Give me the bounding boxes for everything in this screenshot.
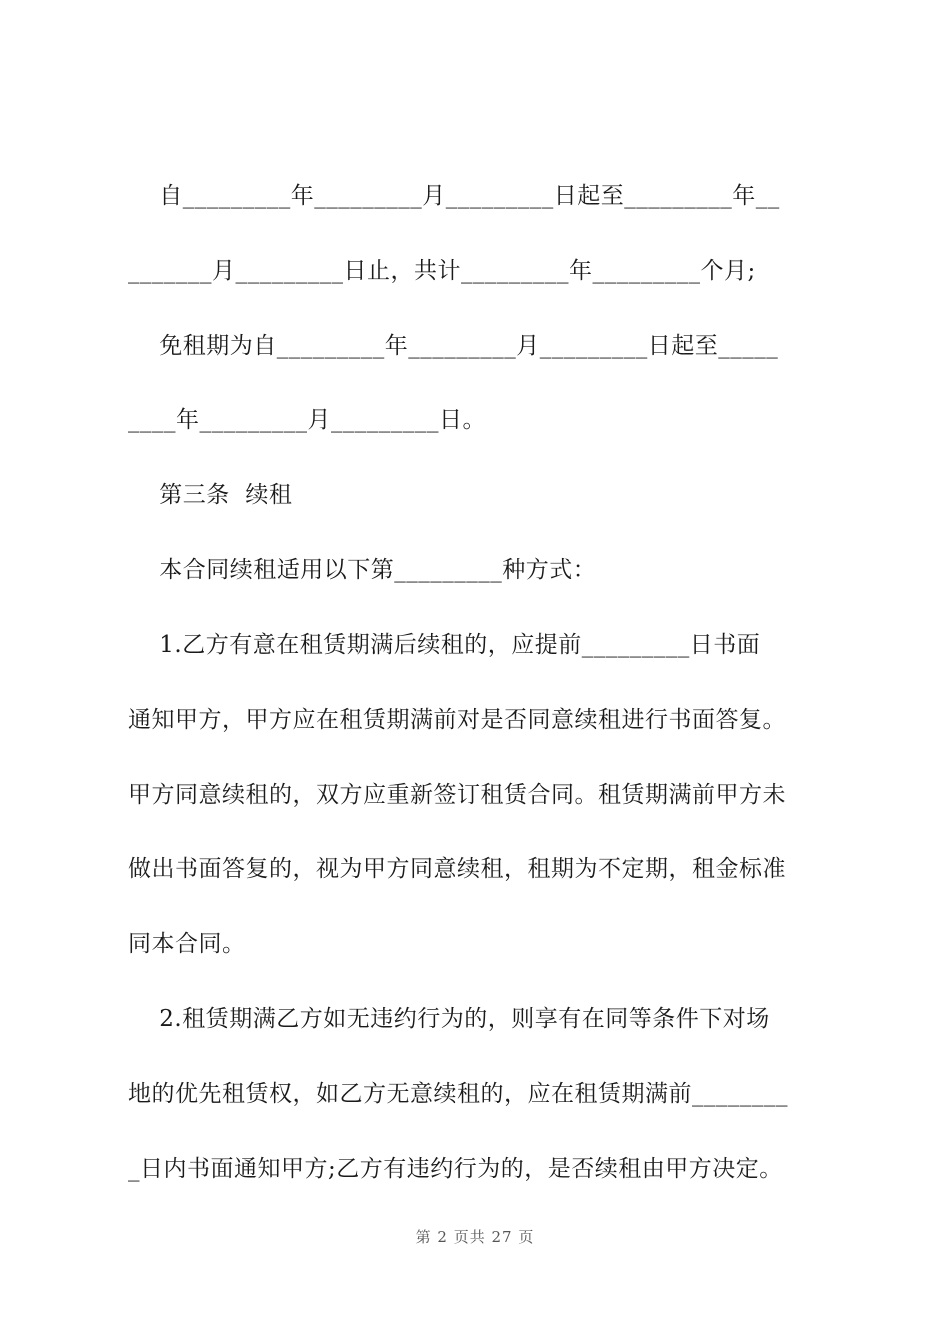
text-line: 本合同续租适用以下第_________种方式： — [128, 557, 597, 583]
text-line: 1.乙方有意在租赁期满后续租的，应提前_________日书面 — [128, 632, 761, 658]
text-line: 2.租赁期满乙方如无违约行为的，则享有在同等条件下对场 — [128, 1006, 770, 1032]
page-footer: 第 2 页共 27 页 — [415, 1228, 535, 1246]
text-line: 做出书面答复的，视为甲方同意续租，租期为不定期，租金标准 — [128, 856, 786, 882]
text-line: 通知甲方，甲方应在租赁期满前对是否同意续租进行书面答复。 — [128, 707, 786, 733]
text-line: ____年_________月_________日。 — [128, 407, 486, 433]
text-line: 同本合同。 — [128, 931, 246, 957]
text-line: _______月_________日止，共计_________年_________个月; — [128, 258, 756, 284]
text-line: _日内书面通知甲方;乙方有违约行为的，是否续租由甲方决定。 — [128, 1156, 783, 1182]
text-line: 地的优先租赁权，如乙方无意续租的，应在租赁期满前________ — [128, 1081, 788, 1107]
text-line: 自_________年_________月_________日起至_________年__ — [128, 183, 780, 209]
text-line: 甲方同意续租的，双方应重新签订租赁合同。租赁期满前甲方未 — [128, 782, 786, 808]
text-line: 免租期为自_________年_________月_________日起至_____ — [128, 333, 779, 359]
section-heading: 第三条 续租 — [128, 482, 293, 508]
